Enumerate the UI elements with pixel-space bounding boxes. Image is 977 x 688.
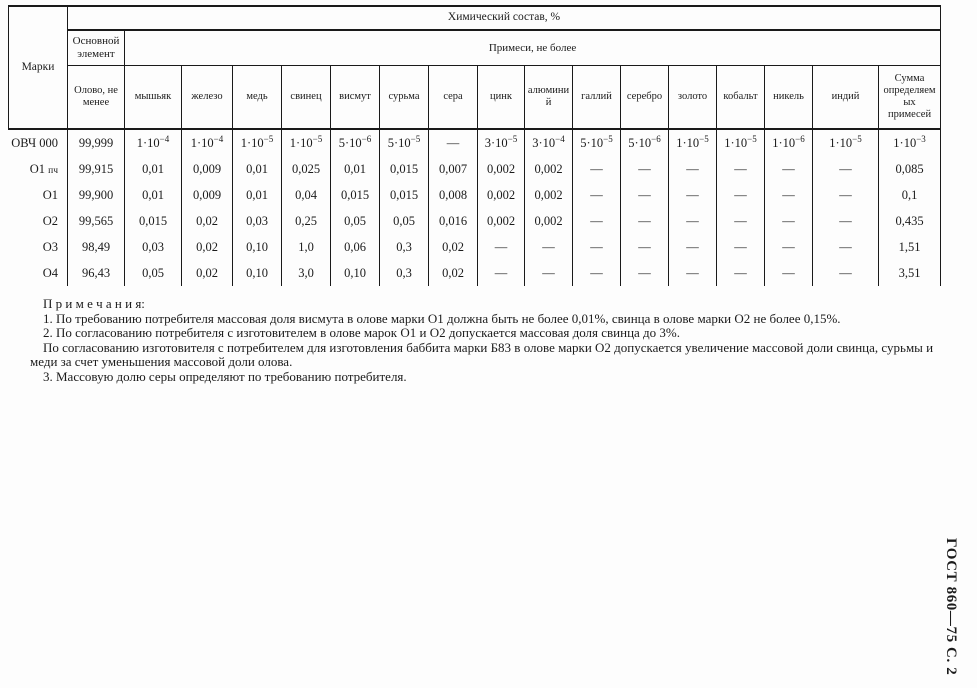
composition-table (8, 5, 941, 286)
value-cell: — (573, 156, 621, 182)
value-cell: 0,03 (233, 208, 282, 234)
exponent: −3 (916, 133, 926, 144)
element-column-header-9: галлий (573, 66, 621, 130)
value-cell: 0,009 (182, 156, 233, 182)
element-column-header-3: свинец (282, 66, 331, 130)
value-cell: — (669, 234, 717, 260)
exponent: −6 (361, 133, 372, 144)
value-cell: 0,435 (879, 208, 941, 234)
value-cell: — (669, 156, 717, 182)
value-cell: 1,0 (282, 234, 331, 260)
value-cell: 0,02 (182, 234, 233, 260)
table-row (9, 156, 941, 182)
value-cell: — (813, 156, 879, 182)
table-row (9, 234, 941, 260)
element-header-row (9, 66, 941, 130)
value-cell: 0,015 (331, 182, 380, 208)
value-cell: 1,51 (879, 234, 941, 260)
value-cell: 0,007 (429, 156, 478, 182)
grade-cell: О1 пч (9, 156, 68, 182)
value-cell: — (717, 182, 765, 208)
value-cell: 0,02 (182, 208, 233, 234)
element-column-header-4: висмут (331, 66, 380, 130)
exponent: −5 (410, 133, 421, 144)
element-column-header-2: медь (233, 66, 282, 130)
note-paragraph-1: 1. По требованию потребителя массовая доля висмута в олове марки О1 должна быть не более 0,01%, свинца в олове марки О2 не более 0,15%. (43, 310, 841, 326)
value-cell: 0,02 (429, 260, 478, 286)
value-cell: — (621, 234, 669, 260)
grade-column-header: Марки (9, 6, 68, 129)
element-column-header-15: Сумма определяемых примесей (879, 66, 941, 130)
value-cell: $1\cdot 10^{-5}$ (282, 129, 331, 156)
value-cell: — (669, 208, 717, 234)
tin-cell: 99,915 (68, 156, 125, 182)
value-cell: $3\cdot 10^{-5}$ (478, 129, 525, 156)
exponent: −5 (312, 133, 323, 144)
element-column-header-14: индий (813, 66, 879, 130)
grade-cell: О3 (9, 234, 68, 260)
value-cell: 0,002 (525, 156, 573, 182)
element-column-header-7: цинк (478, 66, 525, 130)
value-cell: — (478, 234, 525, 260)
tin-cell: 99,565 (68, 208, 125, 234)
value-cell: — (621, 156, 669, 182)
value-cell: $5\cdot 10^{-5}$ (380, 129, 429, 156)
exponent: −4 (213, 133, 224, 144)
value-cell: 0,015 (380, 182, 429, 208)
value-cell: — (478, 260, 525, 286)
composition-table-wrap (8, 5, 941, 286)
grade-cell: ОВЧ 000 (9, 129, 68, 156)
exponent: −4 (555, 133, 565, 144)
value-cell: $1\cdot 10^{-5}$ (669, 129, 717, 156)
chem-composition-header: Химический состав, % (68, 6, 941, 30)
value-cell: 0,25 (282, 208, 331, 234)
value-cell: 0,10 (233, 260, 282, 286)
value-cell: — (717, 156, 765, 182)
table-row (9, 129, 941, 156)
value-cell: — (525, 234, 573, 260)
value-cell: $3\cdot 10^{-4}$ (525, 129, 573, 156)
value-cell: 0,3 (380, 260, 429, 286)
grade-cell: О4 (9, 260, 68, 286)
value-cell: 0,002 (478, 208, 525, 234)
value-cell: 0,01 (331, 156, 380, 182)
value-cell: — (717, 208, 765, 234)
table-row (9, 208, 941, 234)
value-cell: — (813, 260, 879, 286)
value-cell: 0,002 (525, 208, 573, 234)
value-cell: — (573, 234, 621, 260)
value-cell: 0,01 (233, 182, 282, 208)
tin-cell: 99,900 (68, 182, 125, 208)
value-cell: 0,008 (429, 182, 478, 208)
value-cell: — (765, 234, 813, 260)
exponent: −6 (795, 133, 805, 144)
value-cell: — (621, 182, 669, 208)
value-cell: — (813, 208, 879, 234)
table-row (9, 260, 941, 286)
value-cell: — (717, 260, 765, 286)
value-cell: — (525, 260, 573, 286)
grade-cell: О2 (9, 208, 68, 234)
value-cell: $1\cdot 10^{-4}$ (125, 129, 182, 156)
element-column-header-5: сурьма (380, 66, 429, 130)
value-cell: 0,002 (478, 156, 525, 182)
value-cell: 0,10 (331, 260, 380, 286)
value-cell: — (765, 260, 813, 286)
value-cell: 0,10 (233, 234, 282, 260)
value-cell: 3,51 (879, 260, 941, 286)
value-cell: 0,05 (331, 208, 380, 234)
value-cell: 0,05 (380, 208, 429, 234)
element-column-header-12: кобальт (717, 66, 765, 130)
value-cell: — (669, 182, 717, 208)
exponent: −4 (159, 133, 170, 144)
value-cell: 0,05 (125, 260, 182, 286)
grade-cell: О1 (9, 182, 68, 208)
value-cell: 0,01 (125, 182, 182, 208)
element-column-header-8: алюминий (525, 66, 573, 130)
value-cell: 0,016 (429, 208, 478, 234)
value-cell: $5\cdot 10^{-6}$ (331, 129, 380, 156)
value-cell: — (765, 182, 813, 208)
value-cell: 0,02 (182, 260, 233, 286)
value-cell: 0,01 (233, 156, 282, 182)
grade-suffix: пч (48, 165, 58, 176)
value-cell: 0,009 (182, 182, 233, 208)
value-cell: — (573, 260, 621, 286)
value-cell: $1\cdot 10^{-6}$ (765, 129, 813, 156)
value-cell: 0,02 (429, 234, 478, 260)
value-cell: 0,025 (282, 156, 331, 182)
value-cell: $5\cdot 10^{-5}$ (573, 129, 621, 156)
value-cell: — (813, 182, 879, 208)
tin-column-header: Олово, не менее (68, 66, 125, 130)
value-cell: 0,04 (282, 182, 331, 208)
exponent: −5 (263, 133, 274, 144)
group-header-row (9, 30, 941, 66)
note-paragraph-4: 3. Массовую долю серы определяют по требованию потребителя. (43, 368, 407, 384)
value-cell: 3,0 (282, 260, 331, 286)
value-cell: 0,002 (525, 182, 573, 208)
note-paragraph-2: 2. По согласованию потребителя с изготовителем в олове марок О1 и О2 допускается массовая доля свинца до 3%. (43, 325, 680, 341)
tin-cell: 96,43 (68, 260, 125, 286)
exponent: −5 (747, 133, 757, 144)
value-cell: 0,01 (125, 156, 182, 182)
value-cell: 0,1 (879, 182, 941, 208)
table-body (9, 129, 941, 286)
value-cell: $1\cdot 10^{-5}$ (717, 129, 765, 156)
element-column-header-13: никель (765, 66, 813, 130)
value-cell: 0,015 (380, 156, 429, 182)
value-cell: $5\cdot 10^{-6}$ (621, 129, 669, 156)
exponent: −6 (651, 133, 661, 144)
element-column-header-11: золото (669, 66, 717, 130)
value-cell: — (765, 156, 813, 182)
value-cell: $1\cdot 10^{-4}$ (182, 129, 233, 156)
value-cell: 0,015 (125, 208, 182, 234)
tin-cell: 98,49 (68, 234, 125, 260)
main-element-header: Основной элемент (68, 30, 125, 66)
value-cell: — (717, 234, 765, 260)
value-cell: — (765, 208, 813, 234)
table-row (9, 182, 941, 208)
value-cell: — (669, 260, 717, 286)
value-cell: — (573, 208, 621, 234)
value-cell: — (813, 234, 879, 260)
tin-cell: 99,999 (68, 129, 125, 156)
value-cell: $1\cdot 10^{-3}$ (879, 129, 941, 156)
exponent: −5 (852, 133, 862, 144)
value-cell: 0,002 (478, 182, 525, 208)
value-cell: — (573, 182, 621, 208)
notes-block (30, 297, 952, 385)
impurities-header: Примеси, не более (125, 30, 941, 66)
exponent: −5 (603, 133, 613, 144)
note-paragraph-3: По согласованию изготовителя с потребителем для изготовления баббита марки Б83 в олове марки О2 допускается увеличение массовой доли свинца, сурьмы и меди за счет уменьшения массовой доли олова. (30, 339, 934, 370)
chem-composition-row (9, 6, 941, 30)
value-cell: — (621, 208, 669, 234)
exponent: −5 (507, 133, 518, 144)
value-cell: — (429, 129, 478, 156)
element-column-header-0: мышьяк (125, 66, 182, 130)
exponent: −5 (699, 133, 709, 144)
value-cell: 0,085 (879, 156, 941, 182)
value-cell: 0,06 (331, 234, 380, 260)
element-column-header-1: железо (182, 66, 233, 130)
value-cell: $1\cdot 10^{-5}$ (813, 129, 879, 156)
table-header (9, 6, 941, 129)
element-column-header-10: серебро (621, 66, 669, 130)
value-cell: $1\cdot 10^{-5}$ (233, 129, 282, 156)
notes-title: П р и м е ч а н и я: (43, 296, 145, 311)
value-cell: 0,03 (125, 234, 182, 260)
value-cell: — (621, 260, 669, 286)
value-cell: 0,3 (380, 234, 429, 260)
element-column-header-6: сера (429, 66, 478, 130)
gost-page-label: ГОСТ 860—75 С. 2 (943, 538, 959, 676)
